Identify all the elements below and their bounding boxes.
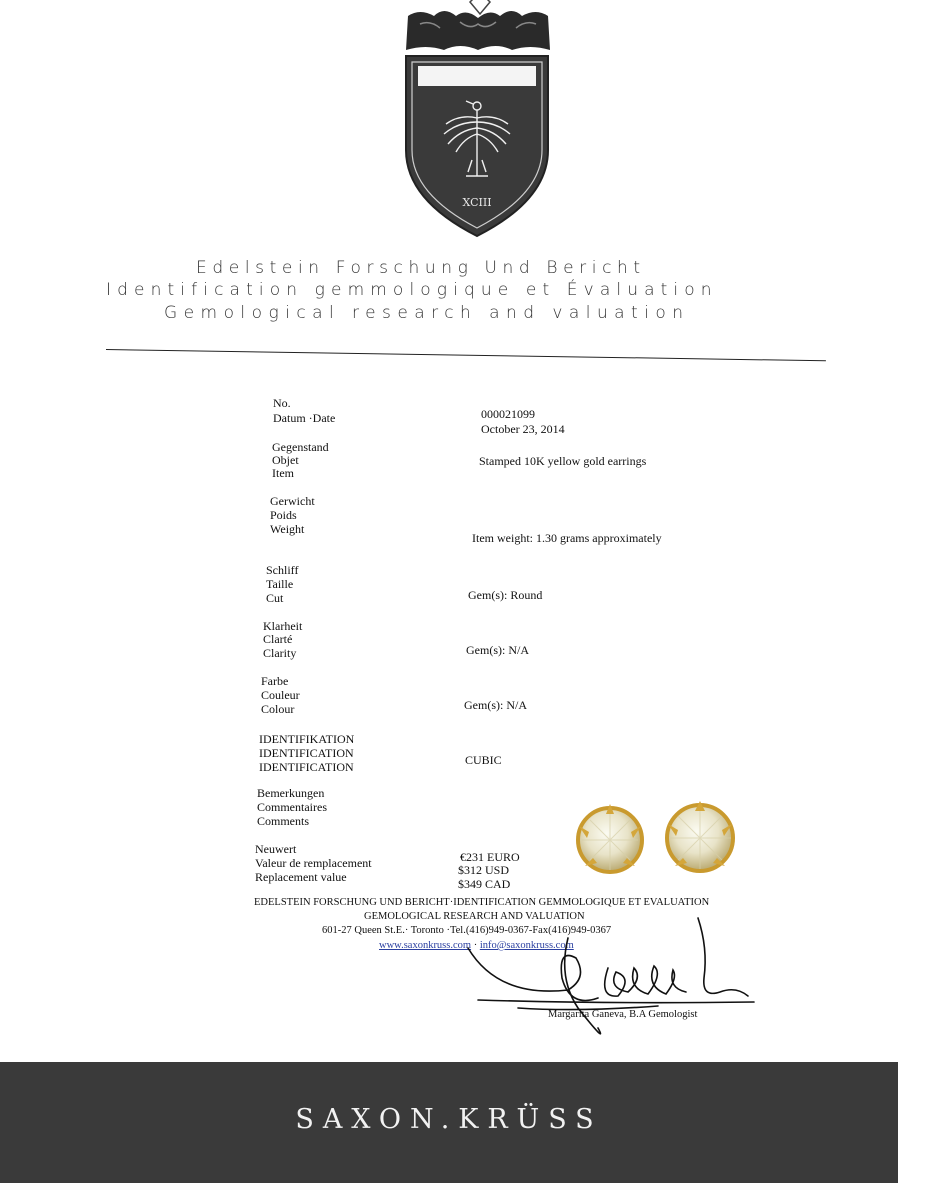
value-identification: CUBIC [465, 753, 502, 767]
header-line-english: Gemological research and valuation [164, 303, 690, 323]
value-item: Stamped 10K yellow gold earrings [479, 454, 647, 468]
label-ident-fr: IDENTIFICATION [259, 746, 354, 760]
label-value-en: Replacement value [255, 870, 347, 884]
label-value-fr: Valeur de remplacement [255, 856, 372, 870]
label-ident-en: IDENTIFICATION [259, 760, 354, 774]
signatory-name: Margarita Ganeva, B.A Gemologist [548, 1009, 698, 1020]
email-link[interactable]: info@saxonkruss.com [479, 940, 574, 951]
label-colour-en: Colour [261, 702, 295, 716]
handwritten-signature [458, 908, 758, 1058]
label-ident-de: IDENTIFIKATION [259, 732, 355, 746]
value-cad: $349 CAD [458, 877, 511, 891]
label-item-de: Gegenstand [272, 440, 329, 454]
value-number: 000021099 [481, 407, 535, 421]
label-cut-fr: Taille [266, 577, 294, 591]
label-weight-fr: Poids [270, 508, 297, 522]
label-clarity-en: Clarity [263, 646, 297, 660]
label-comments-fr: Commentaires [257, 800, 327, 814]
value-colour: Gem(s): N/A [464, 698, 527, 712]
label-colour-de: Farbe [261, 674, 289, 688]
value-usd: $312 USD [458, 863, 510, 877]
website-link[interactable]: www.saxonkruss.com [379, 940, 472, 951]
footer-line-1: EDELSTEIN FORSCHUNG UND BERICHT·IDENTIFICATION GEMMOLOGIQUE ET EVALUATION [254, 897, 710, 908]
label-value-de: Neuwert [255, 842, 297, 856]
value-date: October 23, 2014 [481, 422, 565, 436]
label-colour-fr: Couleur [261, 688, 300, 702]
label-clarity-de: Klarheit [263, 619, 303, 633]
label-weight-de: Gerwicht [270, 494, 315, 508]
label-item-fr: Objet [272, 453, 299, 467]
crest-numeral: XCIII [462, 196, 492, 209]
earrings-photo [565, 796, 745, 882]
label-weight-en: Weight [270, 522, 305, 536]
label-comments-en: Comments [257, 814, 310, 828]
heraldic-crest-logo [400, 0, 555, 240]
value-cut: Gem(s): Round [468, 588, 543, 602]
label-no: No. [273, 396, 291, 410]
header-divider [106, 349, 826, 361]
label-item-en: Item [272, 466, 294, 480]
value-clarity: Gem(s): N/A [466, 643, 529, 657]
link-separator: · [471, 940, 480, 951]
label-comments-de: Bemerkungen [257, 786, 325, 800]
label-cut-de: Schliff [266, 563, 299, 577]
value-eur: €231 EURO [460, 850, 520, 864]
header-line-german: Edelstein Forschung Und Bericht [196, 258, 646, 278]
label-date: Datum ·Date [273, 411, 336, 425]
brand-name: SAXON.KRÜSS [295, 1104, 603, 1135]
footer-address: 601-27 Queen St.E.· Toronto ·Tel.(416)949-0367-Fax(416)949-0367 [322, 925, 612, 936]
label-cut-en: Cut [266, 591, 284, 605]
value-weight: Item weight: 1.30 grams approximately [472, 531, 662, 545]
footer-line-2: GEMOLOGICAL RESEARCH AND VALUATION [364, 911, 585, 922]
header-line-french: Identification gemmologique et Évaluation [106, 280, 718, 300]
label-clarity-fr: Clarté [263, 632, 293, 646]
